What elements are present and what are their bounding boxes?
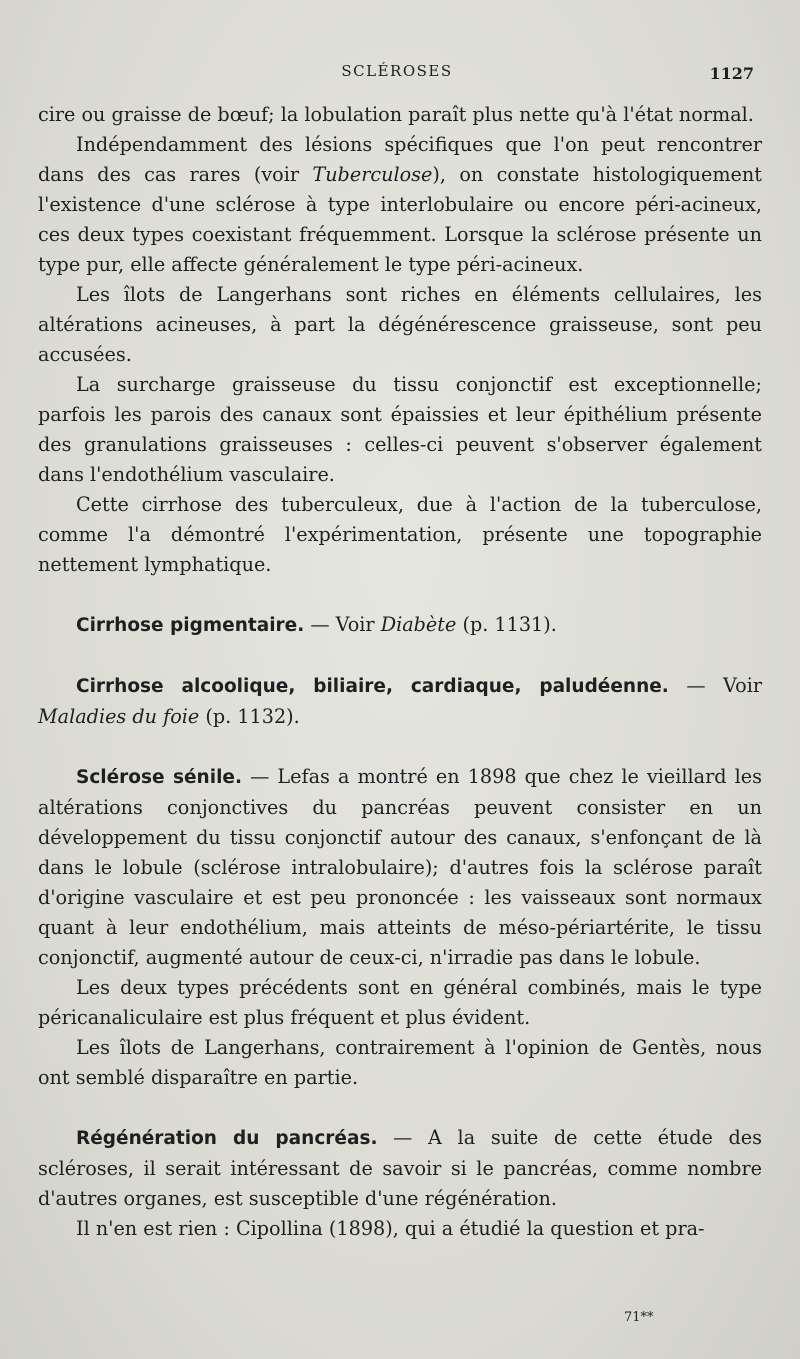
paragraph-surcharge: La surcharge graisseuse du tissu conjonctif est exceptionnelle; parfois les parois des canaux sont épaissies et leur épithélium présente des granulations graisseuses : celles-ci peuvent s'observer également dans l'endothélium vasculaire. xyxy=(38,373,762,486)
page-number: 1127 xyxy=(709,64,754,83)
section-regeneration xyxy=(38,1123,762,1214)
paragraph-lesions-text-start: Indépendamment des lésions spécifiques que l'on peut rencontrer dans des cas rares (voir xyxy=(38,133,762,186)
paragraph-cirrhose-tuberculeux: Cette cirrhose des tuberculeux, due à l'action de la tuberculose, comme l'a démontré l'expérimentation, présente une topographie nettement lymphatique. xyxy=(38,493,762,576)
paragraph-lesions-italic: Tuberculose xyxy=(312,163,433,186)
pigmentaire-text-start: — Voir xyxy=(304,613,381,636)
paragraph-lesions-text-end: ), on constate histologiquement l'existence d'une sclérose à type interlobulaire ou encore péri-acineux, ces deux types coexistant fréquemment. Lorsque la sclérose présente un type pur, elle affecte généralement le type péri-acineux. xyxy=(38,163,762,276)
paragraph-ilots: Les îlots de Langerhans sont riches en éléments cellulaires, les altérations acineuses, à part la dégénérescence graisseuse, sont peu accusées. xyxy=(38,283,762,366)
alcoolique-text-end: (p. 1132). xyxy=(199,705,300,728)
alcoolique-italic: Maladies du foie xyxy=(38,705,200,728)
alcoolique-text-start: — Voir xyxy=(668,674,762,697)
paragraph-deux-types: Les deux types précédents sont en général combinés, mais le type péricanaliculaire est plus fréquent et plus évident. xyxy=(38,976,762,1029)
paragraph-continuation: cire ou graisse de bœuf; la lobulation paraît plus nette qu'à l'état normal. xyxy=(38,103,754,126)
section-title-pigmentaire: Cirrhose pigmentaire. xyxy=(76,615,305,636)
section-sclerose-senile xyxy=(38,762,762,973)
running-head: SCLÉROSES xyxy=(341,62,453,80)
paragraph-lesions xyxy=(38,130,762,280)
page-header xyxy=(40,62,754,86)
senile-text: — Lefas a montré en 1898 que chez le vieillard les altérations conjonctives du pancréas peuvent consister en un développement du tissu conjonctif autour des canaux, s'enfonçant de là dans le lobule (sclérose intralobulaire); d'autres fois la sclérose paraît d'origine vasculaire et est peu prononcée : les vaisseaux sont normaux quant à leur endothélium, mais atteints de méso-périartérite, le tissu conjonctif, augmenté autour de ceux-ci, n'irradie pas dans le lobule. xyxy=(38,765,763,969)
section-title-alcoolique: Cirrhose alcoolique, biliaire, cardiaque, paludéenne. xyxy=(76,676,669,697)
paragraph-ilots-gentes: Les îlots de Langerhans, contrairement à l'opinion de Gentès, nous ont semblé disparaître en partie. xyxy=(38,1036,762,1089)
section-title-regeneration: Régénération du pancréas. xyxy=(76,1128,378,1149)
pigmentaire-italic: Diabète xyxy=(380,613,457,636)
regeneration-text: — A la suite de cette étude des scléroses, il serait intéressant de savoir si le pancréas, comme nombre d'autres organes, est susceptible d'une régénération. xyxy=(38,1126,762,1210)
body-text xyxy=(38,100,762,1244)
section-title-senile: Sclérose sénile. xyxy=(76,767,242,788)
section-cirrhose-pigmentaire xyxy=(38,610,762,641)
paragraph-cipollina: Il n'en est rien : Cipollina (1898), qui a étudié la question et pra- xyxy=(76,1217,705,1240)
printer-signature: 71** xyxy=(624,1310,654,1325)
pigmentaire-text-end: (p. 1131). xyxy=(456,613,557,636)
section-cirrhose-alcoolique xyxy=(38,671,762,732)
